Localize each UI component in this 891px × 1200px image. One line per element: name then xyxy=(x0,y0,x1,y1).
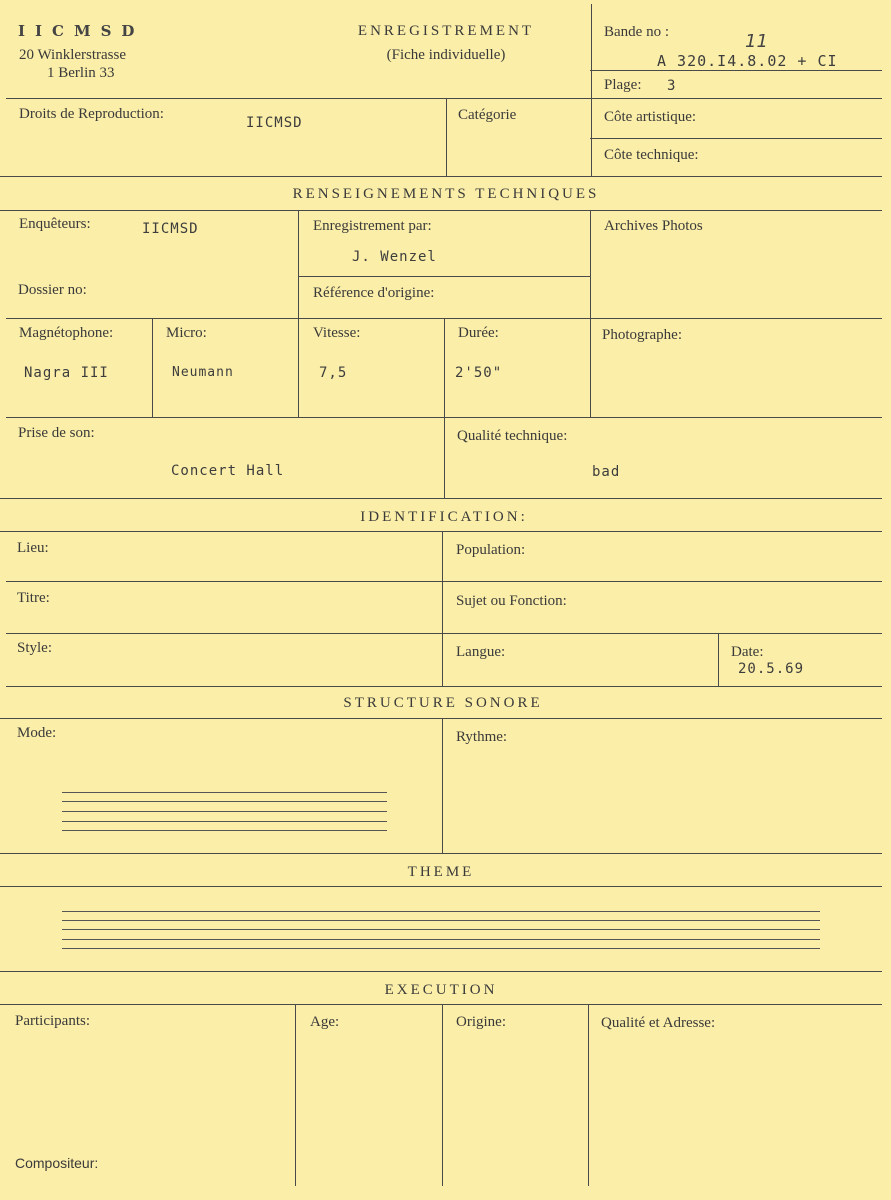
divider xyxy=(6,686,882,687)
vitesse-value: 7,5 xyxy=(319,365,348,381)
staff-line xyxy=(62,948,820,949)
divider xyxy=(444,318,445,498)
address-line-2: 1 Berlin 33 xyxy=(47,65,115,81)
divider xyxy=(442,531,443,686)
dossier-label: Dossier no: xyxy=(18,282,87,298)
section-title-execution: EXECUTION xyxy=(384,982,498,998)
divider xyxy=(0,1004,882,1005)
prise-de-son-label: Prise de son: xyxy=(18,425,95,441)
mode-label: Mode: xyxy=(17,725,57,741)
rythme-label: Rythme: xyxy=(456,729,508,745)
divider xyxy=(0,176,882,177)
divider xyxy=(6,633,882,634)
divider xyxy=(0,210,882,211)
enqueteurs-value: IICMSD xyxy=(142,221,199,237)
micro-label: Micro: xyxy=(166,325,207,341)
qualite-adresse-label: Qualité et Adresse: xyxy=(601,1015,716,1031)
bande-label: Bande no : xyxy=(604,24,669,40)
droits-label: Droits de Reproduction: xyxy=(19,106,164,122)
staff-line xyxy=(62,801,387,802)
reference-label: Référence d'origine: xyxy=(313,285,435,301)
plage-label: Plage: xyxy=(604,77,642,93)
divider xyxy=(591,4,592,176)
enregistrement-par-value: J. Wenzel xyxy=(352,249,437,265)
divider xyxy=(295,1004,296,1186)
divider xyxy=(0,886,882,887)
categorie-label: Catégorie xyxy=(458,107,517,123)
divider xyxy=(590,70,882,71)
photographe-label: Photographe: xyxy=(602,327,682,343)
staff-line xyxy=(62,830,387,831)
section-title-theme: THEME xyxy=(407,864,475,880)
divider xyxy=(442,1004,443,1186)
qualite-technique-value: bad xyxy=(592,464,621,480)
staff-line xyxy=(62,920,820,921)
form-title: ENREGISTREMENT xyxy=(357,23,535,39)
cote-artistique-label: Côte artistique: xyxy=(604,109,697,125)
duree-value: 2'50" xyxy=(455,365,503,381)
staff-line xyxy=(62,911,820,912)
compositeur-label: Compositeur: xyxy=(15,1155,99,1171)
archives-photos-label: Archives Photos xyxy=(604,218,703,234)
enqueteurs-label: Enquêteurs: xyxy=(19,216,91,232)
divider xyxy=(152,318,153,417)
staff-line xyxy=(62,811,387,812)
bande-handwritten-note: 11 xyxy=(745,31,768,52)
divider xyxy=(0,853,882,854)
divider xyxy=(0,718,882,719)
divider xyxy=(590,210,591,417)
population-label: Population: xyxy=(456,542,526,558)
participants-label: Participants: xyxy=(15,1013,90,1029)
date-label: Date: xyxy=(731,644,764,660)
qualite-technique-label: Qualité technique: xyxy=(457,428,568,444)
langue-label: Langue: xyxy=(456,644,506,660)
origine-label: Origine: xyxy=(456,1014,506,1030)
divider xyxy=(298,210,299,417)
enregistrement-par-label: Enregistrement par: xyxy=(313,218,432,234)
divider xyxy=(588,1004,589,1186)
droits-value: IICMSD xyxy=(246,115,303,131)
logo: IICMSD xyxy=(18,22,145,40)
magnetophone-value: Nagra III xyxy=(24,365,109,381)
staff-line xyxy=(62,821,387,822)
prise-de-son-value: Concert Hall xyxy=(171,463,285,479)
staff-line xyxy=(62,792,387,793)
divider xyxy=(718,633,719,686)
cote-technique-label: Côte technique: xyxy=(604,147,699,163)
magnetophone-label: Magnétophone: xyxy=(19,325,114,341)
divider xyxy=(590,138,882,139)
section-title-structure: STRUCTURE SONORE xyxy=(343,695,543,711)
divider xyxy=(6,98,882,99)
divider xyxy=(298,276,590,277)
divider xyxy=(446,98,447,176)
form-subtitle: (Fiche individuelle) xyxy=(386,47,506,63)
lieu-label: Lieu: xyxy=(17,540,49,556)
plage-value: 3 xyxy=(667,78,677,94)
section-title-identification: IDENTIFICATION: xyxy=(360,509,528,525)
titre-label: Titre: xyxy=(17,590,50,606)
divider xyxy=(0,971,882,972)
divider xyxy=(442,718,443,853)
divider xyxy=(6,581,882,582)
vitesse-label: Vitesse: xyxy=(313,325,361,341)
staff-line xyxy=(62,929,820,930)
date-value: 20.5.69 xyxy=(738,661,805,677)
duree-label: Durée: xyxy=(458,325,499,341)
bande-value: A 320.I4.8.02 + CI xyxy=(657,52,838,70)
micro-value: Neumann xyxy=(172,365,234,380)
section-title-techniques: RENSEIGNEMENTS TECHNIQUES xyxy=(292,186,600,202)
staff-line xyxy=(62,939,820,940)
sujet-fonction-label: Sujet ou Fonction: xyxy=(456,593,567,609)
address-line-1: 20 Winklerstrasse xyxy=(19,47,127,63)
divider xyxy=(0,531,882,532)
style-label: Style: xyxy=(17,640,53,656)
divider xyxy=(0,498,882,499)
age-label: Age: xyxy=(310,1014,340,1030)
